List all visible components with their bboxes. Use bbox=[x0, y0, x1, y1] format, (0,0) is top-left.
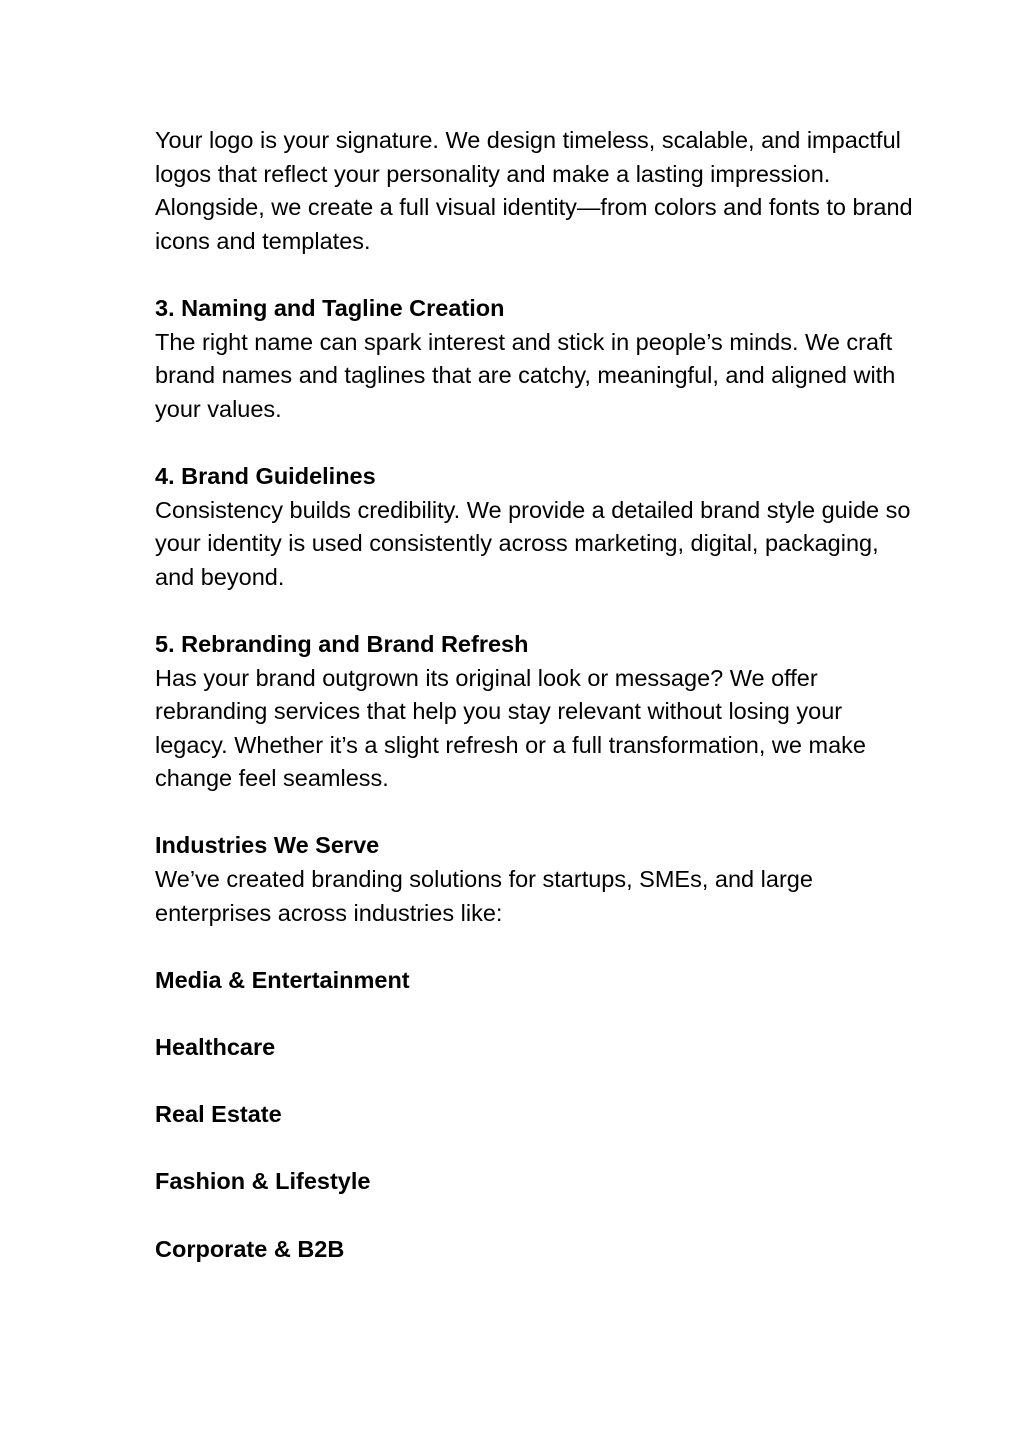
spacer bbox=[155, 1132, 915, 1166]
industry-item: Fashion & Lifestyle bbox=[155, 1168, 371, 1195]
section-heading: Industries We Serve bbox=[155, 832, 380, 859]
spacer bbox=[155, 796, 915, 830]
section-body: The right name can spark interest and stick in people’s minds. We craft brand names and taglines that are catchy, meaningful, and aligned with your values. bbox=[155, 328, 896, 422]
section-industries bbox=[155, 829, 915, 930]
spacer bbox=[155, 1199, 915, 1233]
section-body: We’ve created branding solutions for startups, SMEs, and large enterprises across industries like: bbox=[155, 866, 813, 926]
industry-item: Media & Entertainment bbox=[155, 966, 410, 993]
industry-item: Corporate & B2B bbox=[155, 1235, 345, 1262]
spacer bbox=[155, 997, 915, 1031]
spacer bbox=[155, 426, 915, 460]
industry-item: Healthcare bbox=[155, 1034, 276, 1061]
section-guidelines bbox=[155, 460, 915, 594]
section-body: Has your brand outgrown its original look or message? We offer rebranding services that help you stay relevant without losing your legacy. Whether it’s a slight refresh or a full transformation, we make change feel seamless. bbox=[155, 664, 866, 792]
section-heading: 4. Brand Guidelines bbox=[155, 462, 376, 489]
section-body: Consistency builds credibility. We provide a detailed brand style guide so your identity is used consistently across marketing, digital, packaging, and beyond. bbox=[155, 496, 911, 590]
intro-paragraph: Your logo is your signature. We design timeless, scalable, and impactful logos that reflect your personality and make a lasting impression. Alongside, we create a full visual identity—from colors and fonts to brand icons and templates. bbox=[155, 127, 913, 254]
industry-item: Real Estate bbox=[155, 1101, 282, 1128]
section-rebranding bbox=[155, 628, 915, 796]
spacer bbox=[155, 258, 915, 292]
section-heading: 3. Naming and Tagline Creation bbox=[155, 294, 505, 321]
section-heading: 5. Rebranding and Brand Refresh bbox=[155, 630, 529, 657]
document-page bbox=[155, 124, 915, 1266]
spacer bbox=[155, 930, 915, 964]
spacer bbox=[155, 594, 915, 628]
spacer bbox=[155, 1065, 915, 1099]
section-naming bbox=[155, 292, 915, 426]
